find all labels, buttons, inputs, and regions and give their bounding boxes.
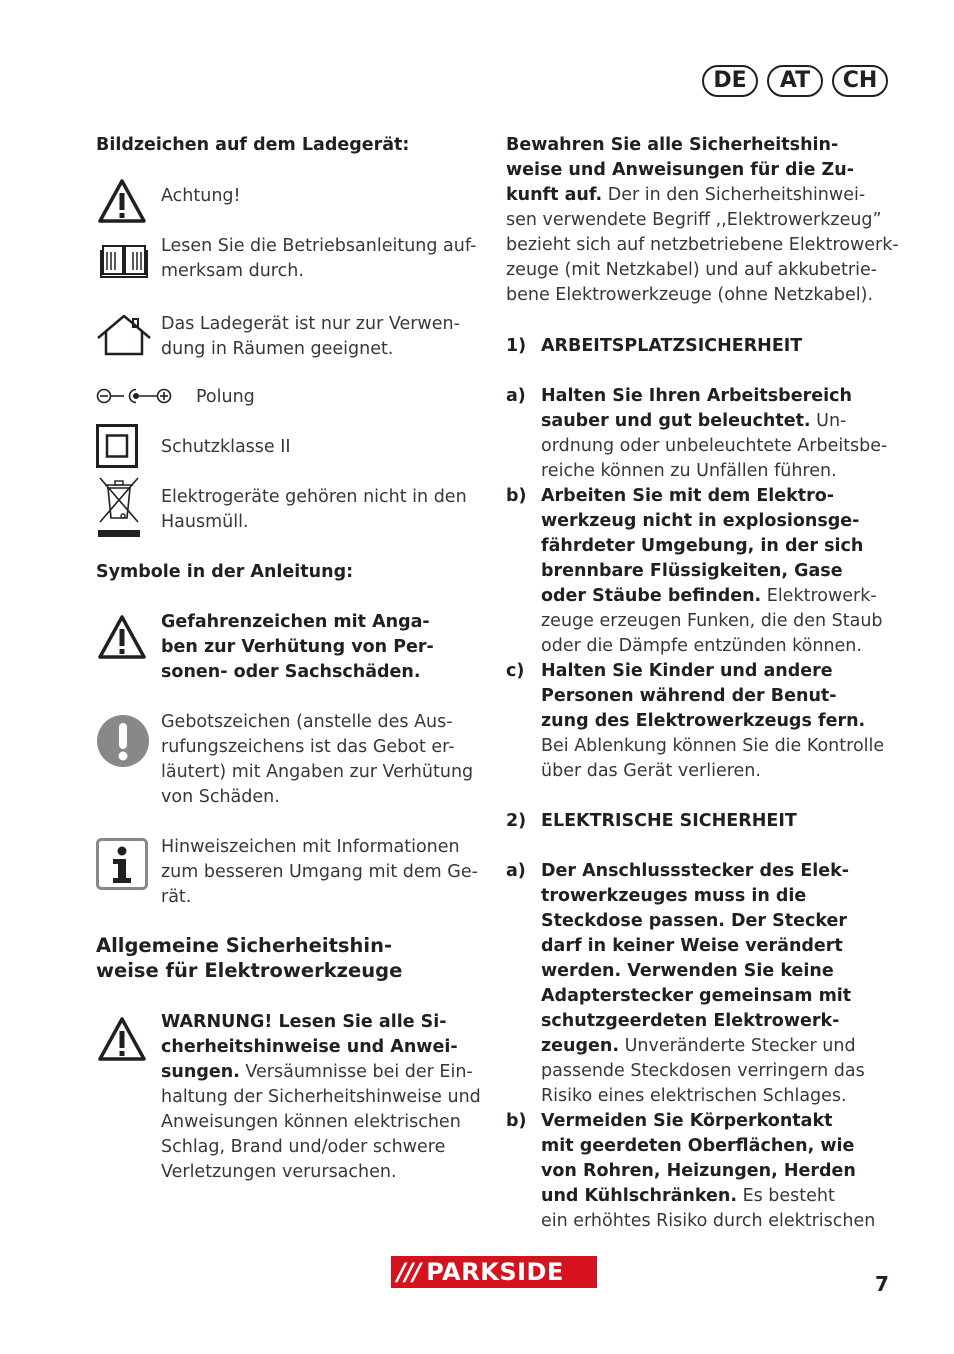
warning-line: Anweisungen können elektrischen xyxy=(161,1112,461,1132)
manual-book-icon xyxy=(99,240,149,280)
item-line: mit geerdeten Oberflächen, wie xyxy=(541,1136,855,1156)
danger-sign-text-2: ben zur Verhütung von Per- xyxy=(161,637,434,657)
item-line: schutzgeerdeten Elektrowerk- xyxy=(541,1011,840,1031)
symbol-text-bin-2: Hausmüll. xyxy=(161,512,249,532)
item-line: reiche können zu Unfällen führen. xyxy=(541,461,837,481)
intro-line: sen verwendete Begriff ,,Elektrowerkzeug” xyxy=(506,210,882,230)
symbol-text-indoor-2: dung in Räumen geeignet. xyxy=(161,339,394,359)
mandatory-sign-text-1: Gebotszeichen (anstelle des Aus- xyxy=(161,712,453,732)
intro-line: Bewahren Sie alle Sicherheitshin- xyxy=(506,135,839,155)
intro-line: kunft auf. Der in den Sicherheitshinwei- xyxy=(506,185,866,205)
crossed-bin-icon xyxy=(96,474,142,540)
item-line: Steckdose passen. Der Stecker xyxy=(541,911,848,931)
item-line: trowerkzeuges muss in die xyxy=(541,886,807,906)
intro-line: zeuge (mit Netzkabel) und auf akkubetrie- xyxy=(506,260,878,280)
logo-wordmark: PARKSIDE xyxy=(426,1258,564,1286)
item-line: fährdeter Umgebung, in der sich xyxy=(541,536,864,556)
symbol-text-polarity: Polung xyxy=(196,387,255,407)
item-line: werkzeug nicht in explosionsge- xyxy=(541,511,860,531)
section-title-workplace: ARBEITSPLATZSICHERHEIT xyxy=(541,336,803,356)
item-line: oder die Dämpfe entzünden können. xyxy=(541,636,862,656)
country-badge-de: DE xyxy=(702,65,758,97)
symbol-text-manual-1: Lesen Sie die Betriebsanleitung auf- xyxy=(161,236,477,256)
item-line: Halten Sie Ihren Arbeitsbereich xyxy=(541,386,852,406)
item-line: passende Steckdosen verringern das xyxy=(541,1061,865,1081)
section-title-electrical: ELEKTRISCHE SICHERHEIT xyxy=(541,811,797,831)
mandatory-sign-text-3: läutert) mit Angaben zur Verhütung xyxy=(161,762,474,782)
item-letter: a) xyxy=(506,861,526,881)
section-number: 2) xyxy=(506,811,527,831)
charger-symbols-heading: Bildzeichen auf dem Ladegerät: xyxy=(96,135,410,155)
section-number: 1) xyxy=(506,336,527,356)
item-letter: c) xyxy=(506,661,525,681)
indoor-house-icon xyxy=(96,312,152,358)
mandatory-sign-text-4: von Schäden. xyxy=(161,787,280,807)
item-line: Halten Sie Kinder und andere xyxy=(541,661,833,681)
warning-line: Schlag, Brand und/oder schwere xyxy=(161,1137,446,1157)
country-badge-ch: CH xyxy=(832,65,888,97)
item-line: brennbare Flüssigkeiten, Gase xyxy=(541,561,843,581)
item-line: von Rohren, Heizungen, Herden xyxy=(541,1161,856,1181)
item-line: Risiko eines elektrischen Schlages. xyxy=(541,1086,847,1106)
item-line: werden. Verwenden Sie keine xyxy=(541,961,834,981)
warning-line: cherheitshinweise und Anwei- xyxy=(161,1037,458,1057)
item-line: Arbeiten Sie mit dem Elektro- xyxy=(541,486,835,506)
info-sign-text-1: Hinweiszeichen mit Informationen xyxy=(161,837,460,857)
warning-line: Verletzungen verursachen. xyxy=(161,1162,397,1182)
symbol-text-manual-2: merksam durch. xyxy=(161,261,304,281)
item-line: und Kühlschränken. Es besteht xyxy=(541,1186,835,1206)
symbol-text-bin-1: Elektrogeräte gehören nicht in den xyxy=(161,487,467,507)
intro-line: bene Elektrowerkzeuge (ohne Netzkabel). xyxy=(506,285,874,305)
item-line: über das Gerät verlieren. xyxy=(541,761,761,781)
item-line: Der Anschlussstecker des Elek- xyxy=(541,861,850,881)
country-badge-at: AT xyxy=(767,65,823,97)
item-line: Personen während der Benut- xyxy=(541,686,837,706)
info-sign-text-2: zum besseren Umgang mit dem Ge- xyxy=(161,862,478,882)
intro-line: weise und Anweisungen für die Zu- xyxy=(506,160,854,180)
item-line: zung des Elektrowerkzeugs fern. xyxy=(541,711,866,731)
item-letter: a) xyxy=(506,386,526,406)
info-sign-text-3: rät. xyxy=(161,887,192,907)
general-safety-heading-1: Allgemeine Sicherheitshin- xyxy=(96,934,393,957)
warning-triangle-icon xyxy=(97,614,147,660)
symbol-text-protection: Schutzklasse II xyxy=(161,437,291,457)
item-line: Adapterstecker gemeinsam mit xyxy=(541,986,852,1006)
symbol-text-indoor-1: Das Ladegerät ist nur zur Verwen- xyxy=(161,314,460,334)
warning-triangle-icon xyxy=(97,178,147,224)
mandatory-sign-text-2: rufungszeichens ist das Gebot er- xyxy=(161,737,455,757)
item-line: zeuge erzeugen Funken, die den Staub xyxy=(541,611,883,631)
symbol-text-achtung: Achtung! xyxy=(161,186,241,206)
parkside-logo xyxy=(391,1256,597,1288)
intro-line: bezieht sich auf netzbetriebene Elektrowerk- xyxy=(506,235,899,255)
danger-sign-text-1: Gefahrenzeichen mit Anga- xyxy=(161,612,430,632)
item-line: oder Stäube befinden. Elektrowerk- xyxy=(541,586,877,606)
item-letter: b) xyxy=(506,1111,527,1131)
exclamation-circle-icon xyxy=(96,714,150,768)
logo-stripes-icon: /// xyxy=(397,1258,421,1286)
page-number: 7 xyxy=(875,1272,889,1296)
warning-line: WARNUNG! Lesen Sie alle Si- xyxy=(161,1012,447,1032)
manual-symbols-heading: Symbole in der Anleitung: xyxy=(96,562,354,582)
warning-line: sungen. Versäumnisse bei der Ein- xyxy=(161,1062,473,1082)
warning-triangle-icon xyxy=(97,1016,147,1062)
polarity-icon xyxy=(96,386,176,406)
item-line: ein erhöhtes Risiko durch elektrischen xyxy=(541,1211,876,1231)
item-line: darf in keiner Weise verändert xyxy=(541,936,843,956)
item-line: Bei Ablenkung können Sie die Kontrolle xyxy=(541,736,885,756)
info-icon xyxy=(96,838,148,890)
item-line: sauber und gut beleuchtet. Un- xyxy=(541,411,847,431)
item-line: ordnung oder unbeleuchtete Arbeitsbe- xyxy=(541,436,888,456)
item-line: Vermeiden Sie Körperkontakt xyxy=(541,1111,833,1131)
general-safety-heading-2: weise für Elektrowerkzeuge xyxy=(96,959,403,982)
item-line: zeugen. Unveränderte Stecker und xyxy=(541,1036,856,1056)
protection-class-ii-icon xyxy=(96,424,138,468)
item-letter: b) xyxy=(506,486,527,506)
warning-line: haltung der Sicherheitshinweise und xyxy=(161,1087,481,1107)
danger-sign-text-3: sonen- oder Sachschäden. xyxy=(161,662,421,682)
